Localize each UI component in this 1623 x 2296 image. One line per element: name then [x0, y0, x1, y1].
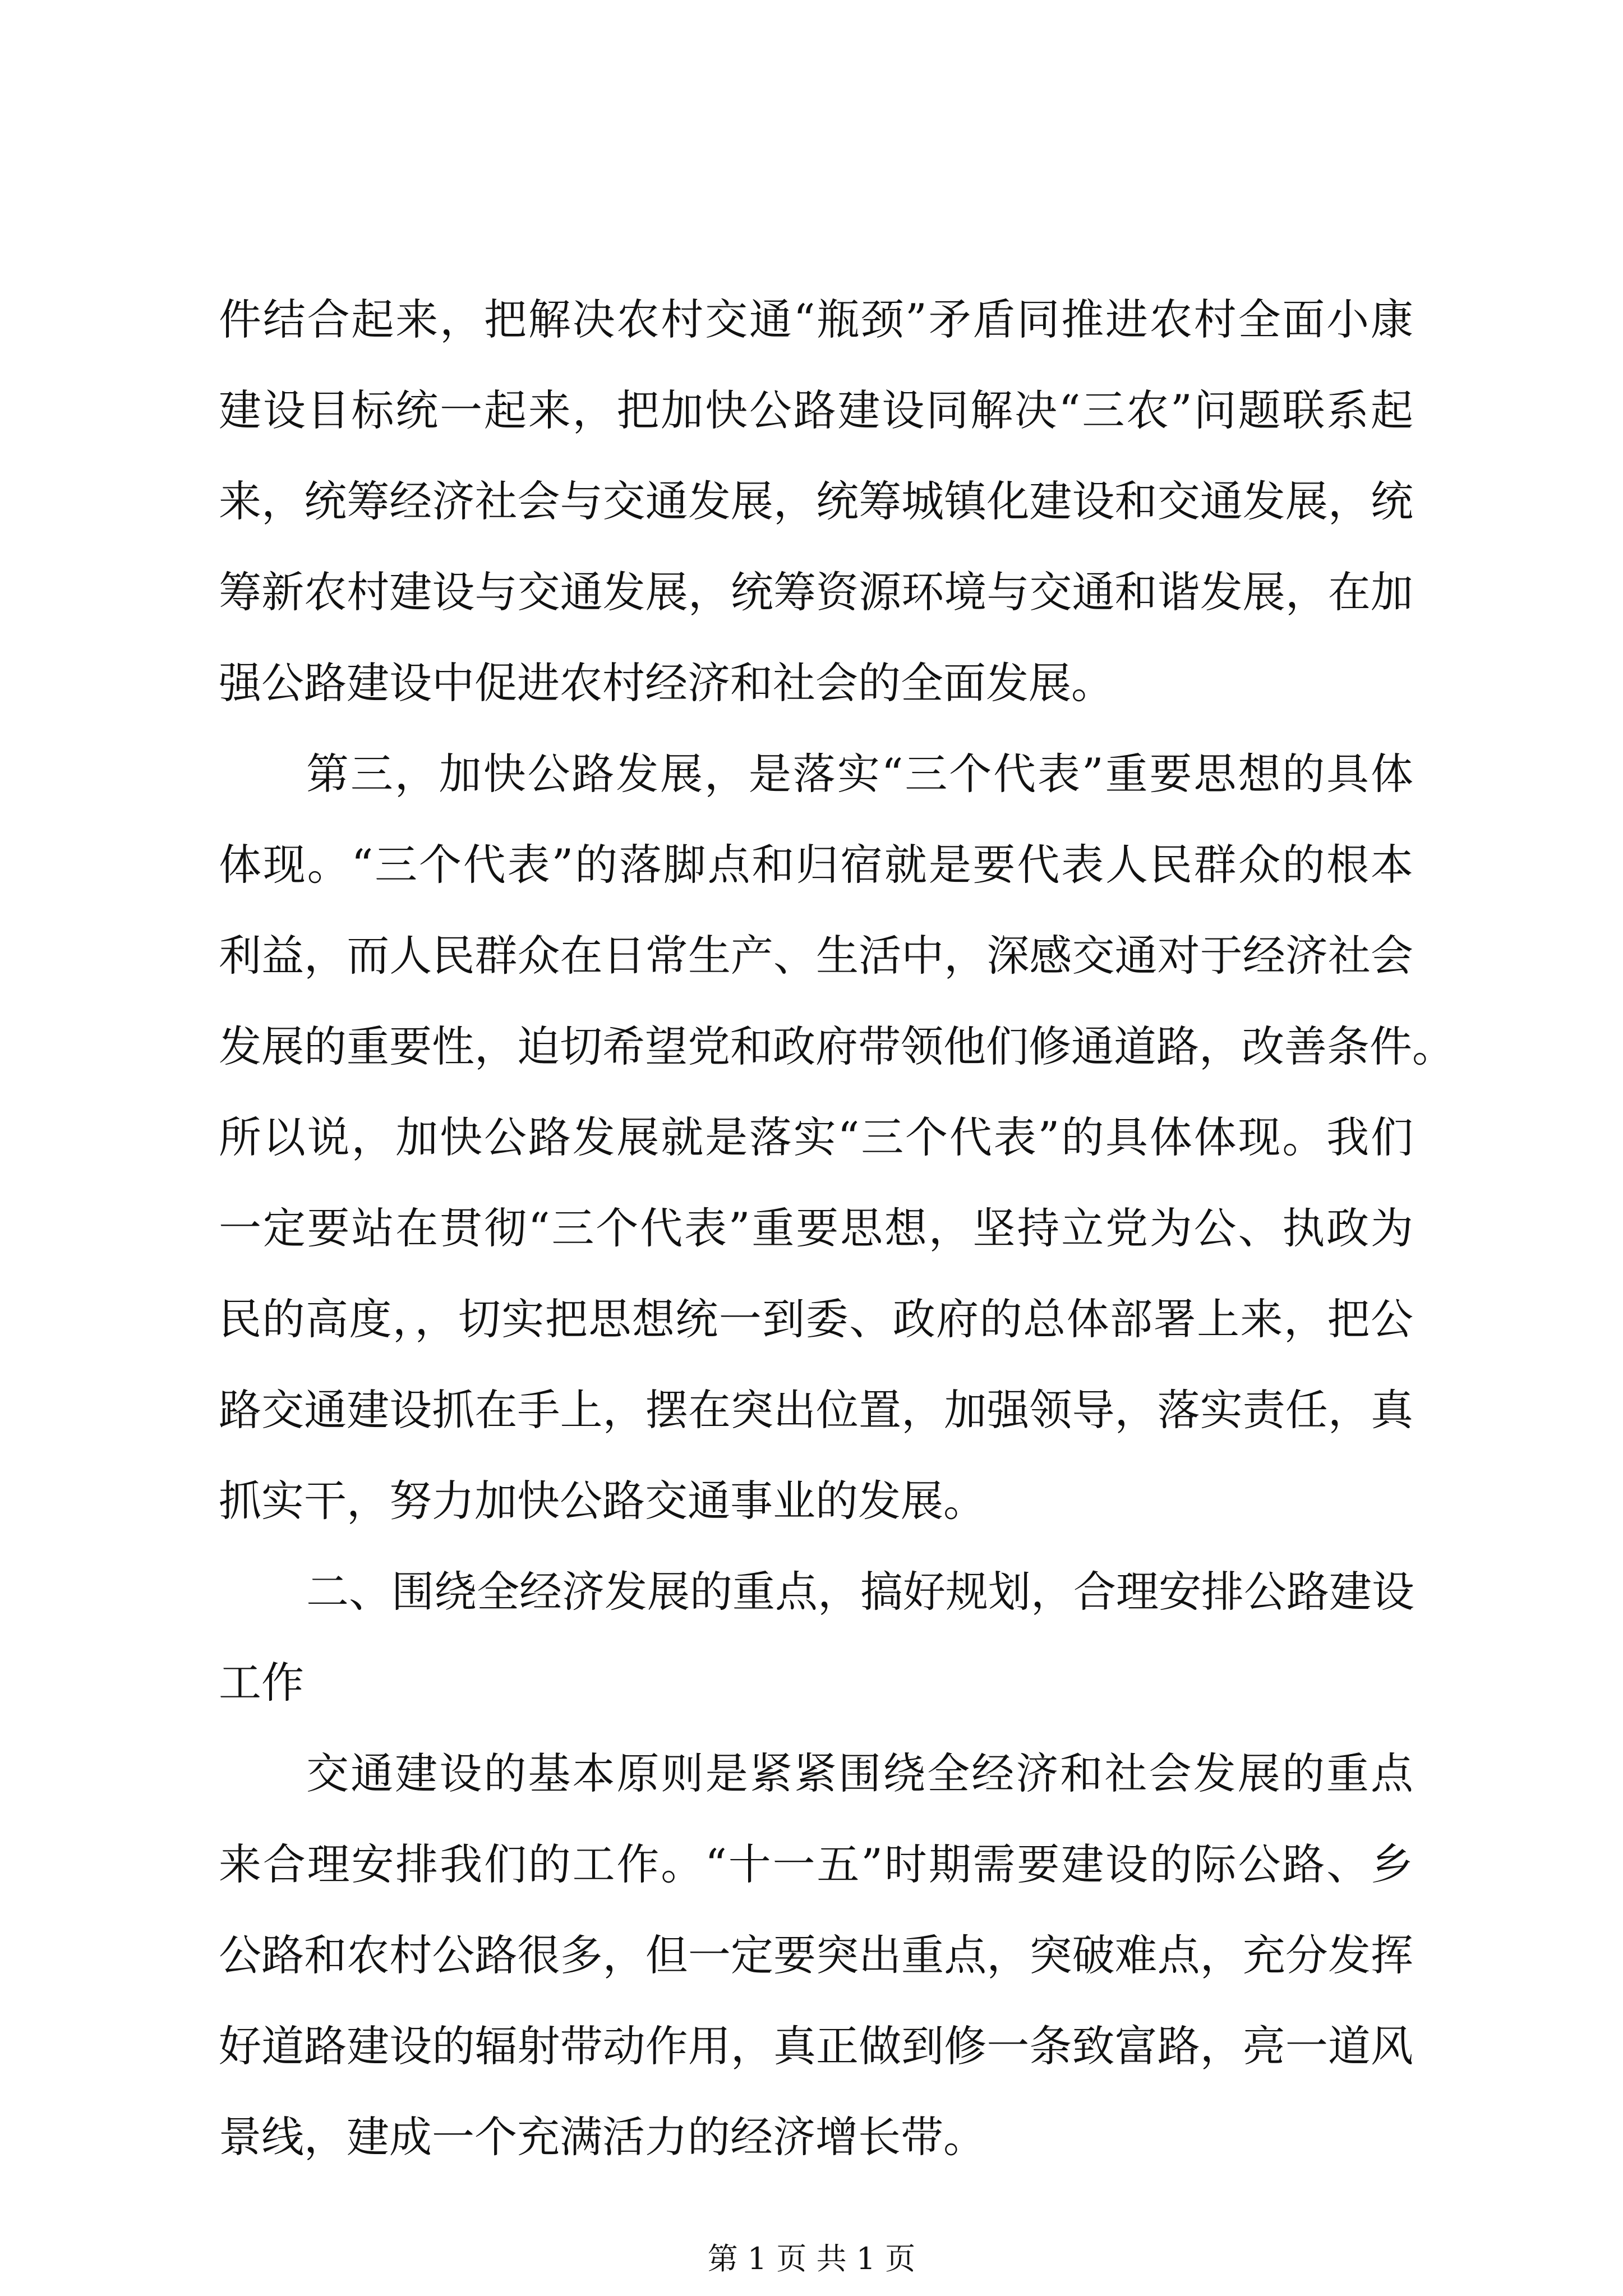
paragraph-4-line-5: 景线，建成一个充满活力的经济增长带。 — [219, 2112, 986, 2162]
paragraph-1-line-1: 件结合起来，把解决农村交通“瓶颈”矛盾同推进农村全面小康 — [219, 295, 1413, 344]
paragraph-4-line-4: 好道路建设的辐射带动作用，真正做到修一条致富路，亮一道风 — [219, 2021, 1413, 2071]
paragraph-1-line-2: 建设目标统一起来，把加快公路建设同解决“三农”问题联系起 — [219, 385, 1413, 435]
paragraph-1-line-3: 来，统筹经济社会与交通发展，统筹城镇化建设和交通发展，统 — [219, 476, 1413, 526]
paragraph-4-line-1: 交通建设的基本原则是紧紧围绕全经济和社会发展的重点 — [306, 1749, 1413, 1798]
paragraph-2-line-4: 发展的重要性，迫切希望党和政府带领他们修通道路，改善条件。 — [219, 1022, 1455, 1071]
paragraph-1-line-5: 强公路建设中促进农村经济和社会的全面发展。 — [219, 658, 1114, 708]
paragraph-2-line-3: 利益，而人民群众在日常生产、生活中，深感交通对于经济社会 — [219, 931, 1413, 981]
page-footer: 第 1 页 共 1 页 — [707, 2241, 916, 2276]
paragraph-2-line-2: 体现。“三个代表”的落脚点和归宿就是要代表人民群众的根本 — [219, 840, 1413, 890]
section-heading-line-2: 工作 — [219, 1658, 304, 1708]
paragraph-2-line-1: 第三，加快公路发展，是落实“三个代表”重要思想的具体 — [306, 749, 1413, 799]
section-heading-line-1: 二、围绕全经济发展的重点，搞好规划，合理安排公路建设 — [306, 1567, 1414, 1617]
paragraph-4-line-2: 来合理安排我们的工作。“十一五”时期需要建设的际公路、乡 — [219, 1839, 1413, 1889]
paragraph-2-line-9: 抓实干，努力加快公路交通事业的发展。 — [219, 1476, 986, 1526]
paragraph-1-line-4: 筹新农村建设与交通发展，统筹资源环境与交通和谐发展，在加 — [219, 567, 1413, 617]
paragraph-2-line-7: 民的高度，，切实把思想统一到委、政府的总体部署上来，把公 — [219, 1294, 1413, 1344]
paragraph-2-line-8: 路交通建设抓在手上，摆在突出位置，加强领导，落实责任，真 — [219, 1385, 1413, 1435]
paragraph-4-line-3: 公路和农村公路很多，但一定要突出重点，突破难点，充分发挥 — [219, 1930, 1413, 1980]
paragraph-2-line-5: 所以说，加快公路发展就是落实“三个代表”的具体体现。我们 — [219, 1112, 1413, 1162]
paragraph-2-line-6: 一定要站在贯彻“三个代表”重要思想，坚持立党为公、执政为 — [219, 1203, 1413, 1253]
